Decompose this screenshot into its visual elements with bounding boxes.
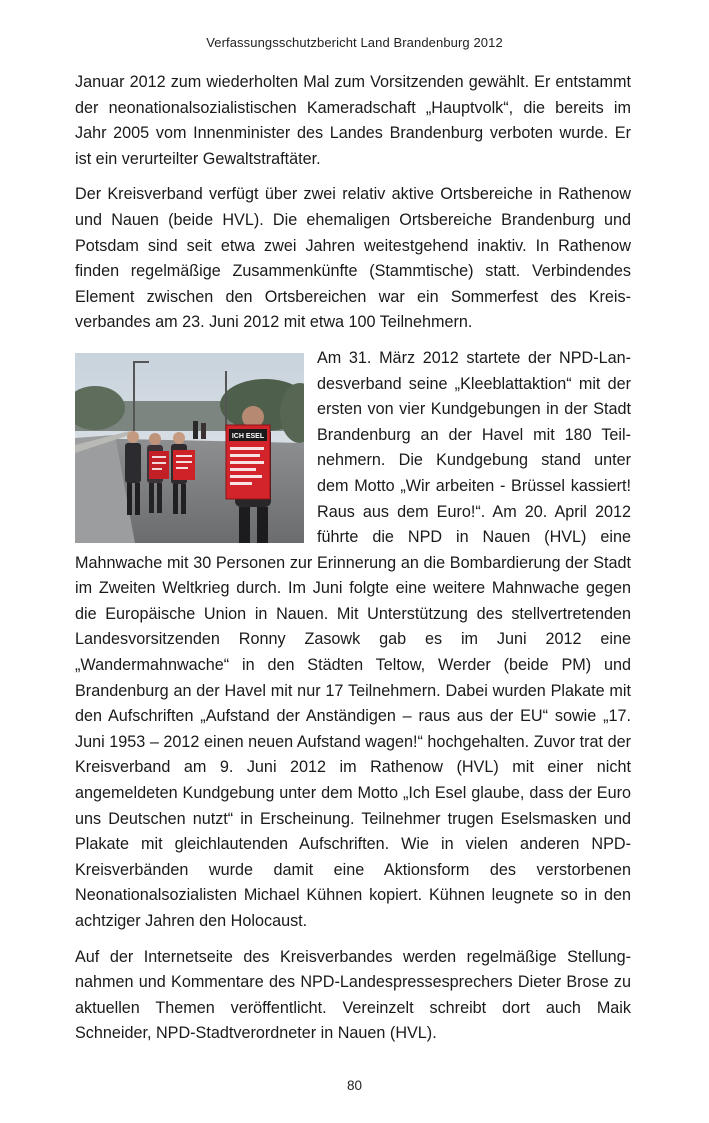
paragraph-1: Januar 2012 zum wiederholten Mal zum Vorsitzenden gewählt. Er entstammt der neonationalsozialistischen Kameradschaft „Hauptvolk“, die bereits im Jahr 2005 vom Innenminister des Landes Brandenburg verboten wurde. Er ist ein verurteilter Gewaltstraftäter. xyxy=(75,73,631,168)
demonstration-photo xyxy=(75,353,304,543)
paragraph-3: Am 31. März 2012 startete der NPD-Landesverband seine „Kleeblattaktion“ mit der ersten von vier Kundgebungen in der Stadt Brandenburg an der Havel mit 180 Teilnehmern. Die Kundgebung stand unter dem Motto „Wir arbeiten - Brüssel kassiert! Raus aus dem Euro!“. Am 20. April 2012 führte die NPD in Nauen (HVL) eine Mahnwache mit 30 Personen zur Erinnerung an die Bombardierung der Stadt im Zweiten Weltkrieg durch. Im Juni folgte eine weitere Mahnwache gegen die Europäische Union in Nauen. Mit Unterstützung des stellvertretenden Landesvorsitzenden Ronny Zasowk gab es im Juni 2012 eine „Wandermahnwache“ in den Städten Teltow, Werder (beide PM) und Brandenburg an der Havel mit nur 17 Teilnehmern. Dabei wurden Plakate mit den Aufschriften „Aufstand der Anständigen – raus aus der EU“ sowie „17. Juni 1953 – 2012 einen neuen Aufstand wagen!“ hochgehalten. Zuvor trat der Kreisverband am 9. Juni 2012 im Rathenow (HVL) mit einer nicht angemeldeten Kundgebung unter dem Motto „Ich Esel glaube, dass der Euro uns Deutschen nutzt“ in Erscheinung. Teilnehmer trugen Eselsmasken und Plakate mit gleichlautenden Aufschriften. Wie in vielen anderen NPD-Kreisverbänden wurde damit eine Aktionsform des verstorbenen Neonationalsozialisten Michael Kühnen kopiert. Kühnen leugnete so in den achtziger Jahren den Holocaust. xyxy=(75,348,631,930)
running-header: Verfassungsschutzbericht Land Brandenburg 2012 xyxy=(206,35,503,50)
paragraph-2: Der Kreisverband verfügt über zwei relativ aktive Ortsbereiche in Rathenow und Nauen (beide HVL). Die ehemaligen Ortsbereiche Brandenburg und Potsdam sind seit etwa zwei Jahren weitestgehend inaktiv. In Rathenow finden regelmäßige Zusammenkünfte (Stammtische) statt. Verbindendes Element zwischen den Ortsbereichen war ein Sommerfest des Kreisverbandes am 23. Juni 2012 mit etwa 100 Teilnehmern. xyxy=(75,185,631,332)
paragraph-4: Auf der Internetseite des Kreisverbandes werden regelmäßige Stellungnahmen und Kommentare des NPD-Landespressesprechers Dieter Brose zu aktuellen Themen veröffentlicht. Vereinzelt schreibt dort auch Maik Schneider, NPD-Stadtverordneter in Nauen (HVL). xyxy=(75,947,631,1043)
sign-headline: ICH ESEL xyxy=(231,432,265,440)
document-body xyxy=(75,70,631,1057)
page-number: 80 xyxy=(346,1078,363,1093)
